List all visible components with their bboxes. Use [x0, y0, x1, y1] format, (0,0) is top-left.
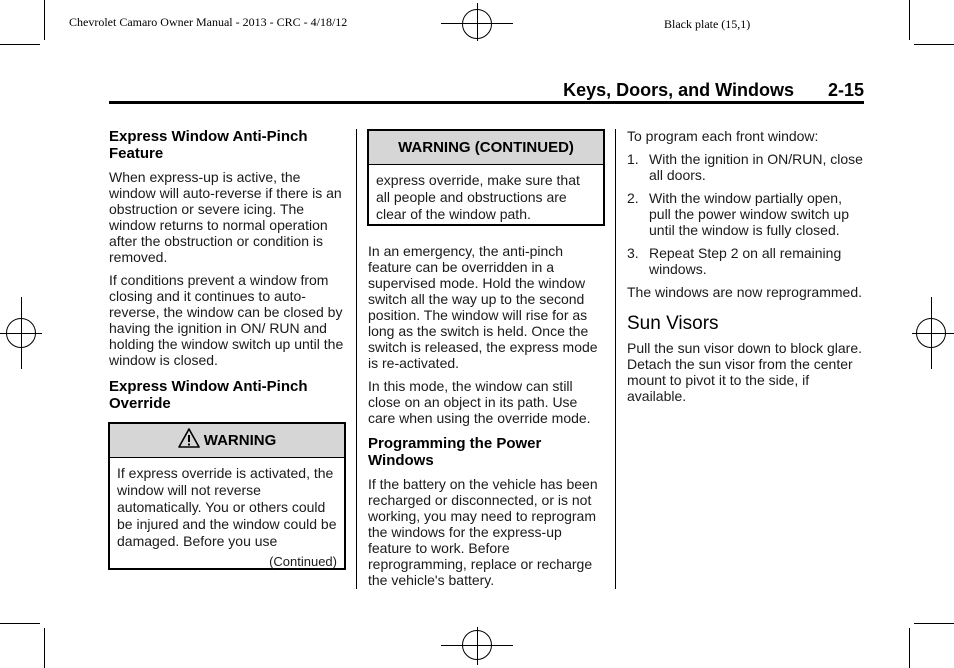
paragraph: If the battery on the vehicle has been recharged or disconnected, or is not working, you may need to reprogram the windows for the express-up feature to work. Before reprogramming, replace or recharge the vehicle's battery. — [368, 476, 598, 588]
crop-mark — [909, 0, 910, 40]
paragraph: In an emergency, the anti-pinch feature can be overridden in a supervised mode. Hold the window switch all the way up to the second position. The window will rise for as long as the switch is held. Once the switch is released, the express mode is re-activated. — [368, 243, 598, 371]
print-header-right: Black plate (15,1) — [664, 17, 751, 31]
heading-anti-pinch-override: Express Window Anti-Pinch Override — [109, 378, 308, 412]
crop-mark — [44, 0, 45, 40]
column-divider — [356, 129, 357, 589]
crop-mark — [0, 623, 40, 624]
crop-mark — [44, 628, 45, 668]
print-header-left: Chevrolet Camaro Owner Manual - 2013 - CRC - 4/18/12 — [69, 15, 348, 29]
column-3 — [627, 128, 863, 404]
crop-mark — [914, 44, 954, 45]
crop-mark — [914, 623, 954, 624]
warning-text: express override, make sure that all people and obstructions are clear of the window path. — [376, 172, 580, 222]
list-item: 3. Repeat Step 2 on all remaining windows. — [627, 245, 842, 277]
list-item: 2. With the window partially open, pull the power window switch up until the window is fully closed. — [627, 190, 849, 238]
list-item: 1. With the ignition in ON/RUN, close all doors. — [627, 151, 863, 183]
heading-sun-visors: Sun Visors — [627, 313, 719, 334]
warning-continued-body — [369, 165, 603, 223]
header-rule — [109, 101, 864, 104]
warning-box — [108, 422, 346, 570]
warning-title: WARNING — [203, 432, 277, 449]
warning-continued-box — [367, 129, 605, 226]
section-title: Keys, Doors, and Windows — [563, 80, 794, 100]
paragraph: The windows are now reprogrammed. — [627, 284, 862, 300]
warning-text: If express override is activated, the window will not reverse automatically. You or others could be injured and the window could be damaged. Before you use — [117, 465, 337, 549]
heading-programming-windows: Programming the Power Windows — [368, 435, 542, 469]
continued-label: (Continued) — [269, 554, 337, 569]
column-1 — [109, 128, 349, 412]
crop-mark — [909, 628, 910, 668]
crop-mark — [0, 44, 40, 45]
paragraph: If conditions prevent a window from closing and it continues to auto-reverse, the window can be closed by having the ignition in ON/ RUN and holding the window switch up until the window is closed. — [109, 272, 344, 368]
column-divider — [615, 129, 616, 589]
warning-triangle-icon — [178, 428, 200, 448]
warning-continued-header: WARNING (CONTINUED) — [369, 131, 603, 165]
paragraph: In this mode, the window can still close on an object in its path. Use care when using the override mode. — [368, 378, 591, 426]
warning-body — [110, 458, 344, 570]
heading-anti-pinch-feature: Express Window Anti-Pinch Feature — [109, 128, 308, 162]
warning-header — [110, 424, 344, 458]
paragraph: Pull the sun visor down to block glare. Detach the sun visor from the center mount to pivot it to the side, if available. — [627, 340, 863, 404]
paragraph: To program each front window: — [627, 128, 819, 144]
column-2 — [368, 243, 606, 588]
step-list — [627, 151, 863, 277]
paragraph: When express-up is active, the window will auto-reverse if there is an obstruction or severe icing. The window returns to normal operation after the obstruction or condition is removed. — [109, 169, 342, 265]
page-number: 2-15 — [827, 80, 864, 100]
